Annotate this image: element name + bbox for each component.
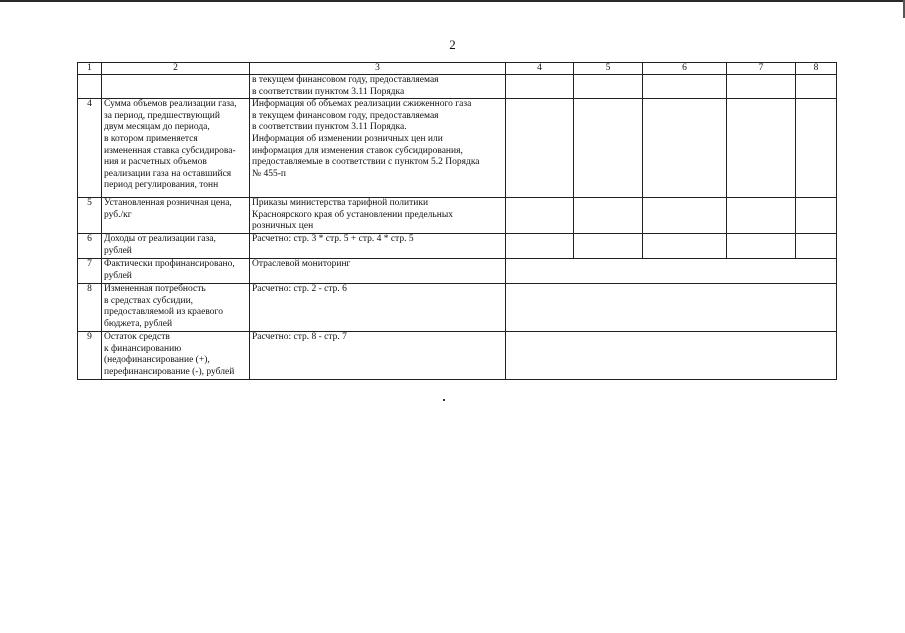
- row-number: 7: [78, 259, 102, 284]
- row-name: Остаток средств к финансированию (недофинансирование (+), перефинансирование (-), рублей: [102, 332, 250, 380]
- row-name: Доходы от реализации газа, рублей: [102, 234, 250, 259]
- table-row: [78, 234, 837, 259]
- row-number: 6: [78, 234, 102, 259]
- row-method: Приказы министерства тарифной политики Красноярского края об установлении предельных розничных цен: [250, 198, 506, 234]
- data-table: [77, 62, 837, 380]
- value-cell: [643, 198, 727, 234]
- table-row: [78, 198, 837, 234]
- value-cell: [506, 198, 574, 234]
- table-row: [78, 99, 837, 198]
- value-cell: [727, 234, 796, 259]
- row-number: 5: [78, 198, 102, 234]
- row-method: Информация об объемах реализации сжиженного газа в текущем финансовом году, предоставляемая в соответствии пунктом 3.11 Порядка. Информация об изменении розничных цен или информация для изменения ставок субсидирования, предоставляемые в соответствии с пунктом 5.2 Порядка № 455-п: [250, 99, 506, 198]
- value-cell: [574, 234, 643, 259]
- value-cell: [506, 234, 574, 259]
- value-cell: [506, 75, 574, 99]
- value-cell: [574, 75, 643, 99]
- row-name: Сумма объемов реализации газа, за период, предшествующий двум месяцам до периода, в котором применяется измененная ставка субсидирова- ния и расчетных объемов реализации газа на оставшийся период регулирования, тонн: [102, 99, 250, 198]
- value-cell: [796, 99, 837, 198]
- row-name: Установленная розничная цена, руб./кг: [102, 198, 250, 234]
- merged-value-cell: [506, 284, 837, 332]
- value-cell: [727, 99, 796, 198]
- value-cell: [727, 75, 796, 99]
- table-header-row: [78, 63, 837, 75]
- column-header: 6: [643, 63, 727, 75]
- column-header: 3: [250, 63, 506, 75]
- value-cell: [506, 99, 574, 198]
- value-cell: [796, 75, 837, 99]
- value-cell: [643, 75, 727, 99]
- value-cell: [796, 198, 837, 234]
- column-header: 1: [78, 63, 102, 75]
- column-header: 4: [506, 63, 574, 75]
- row-number: 4: [78, 99, 102, 198]
- value-cell: [643, 99, 727, 198]
- row-number: 9: [78, 332, 102, 380]
- value-cell: [796, 234, 837, 259]
- table-row: [78, 284, 837, 332]
- scan-edge-top: [0, 0, 905, 2]
- row-number: [78, 75, 102, 99]
- value-cell: [643, 234, 727, 259]
- page-number: 2: [449, 37, 456, 52]
- value-cell: [574, 198, 643, 234]
- row-name: Фактически профинансировано, рублей: [102, 259, 250, 284]
- merged-value-cell: [506, 259, 837, 284]
- row-method: Отраслевой мониторинг: [250, 259, 506, 284]
- value-cell: [727, 198, 796, 234]
- row-method: в текущем финансовом году, предоставляемая в соответствии пунктом 3.11 Порядка: [250, 75, 506, 99]
- column-header: 5: [574, 63, 643, 75]
- merged-value-cell: [506, 332, 837, 380]
- row-name: Измененная потребность в средствах субсидии, предоставляемой из краевого бюджета, рублей: [102, 284, 250, 332]
- table-row: [78, 259, 837, 284]
- row-number: 8: [78, 284, 102, 332]
- row-method: Расчетно: стр. 2 - стр. 6: [250, 284, 506, 332]
- table-row: [78, 332, 837, 380]
- row-method: Расчетно: стр. 8 - стр. 7: [250, 332, 506, 380]
- row-name: [102, 75, 250, 99]
- column-header: 2: [102, 63, 250, 75]
- scan-speck: [443, 399, 445, 401]
- column-header: 8: [796, 63, 837, 75]
- row-method: Расчетно: стр. 3 * стр. 5 + стр. 4 * стр. 5: [250, 234, 506, 259]
- table-row: [78, 75, 837, 99]
- value-cell: [574, 99, 643, 198]
- column-header: 7: [727, 63, 796, 75]
